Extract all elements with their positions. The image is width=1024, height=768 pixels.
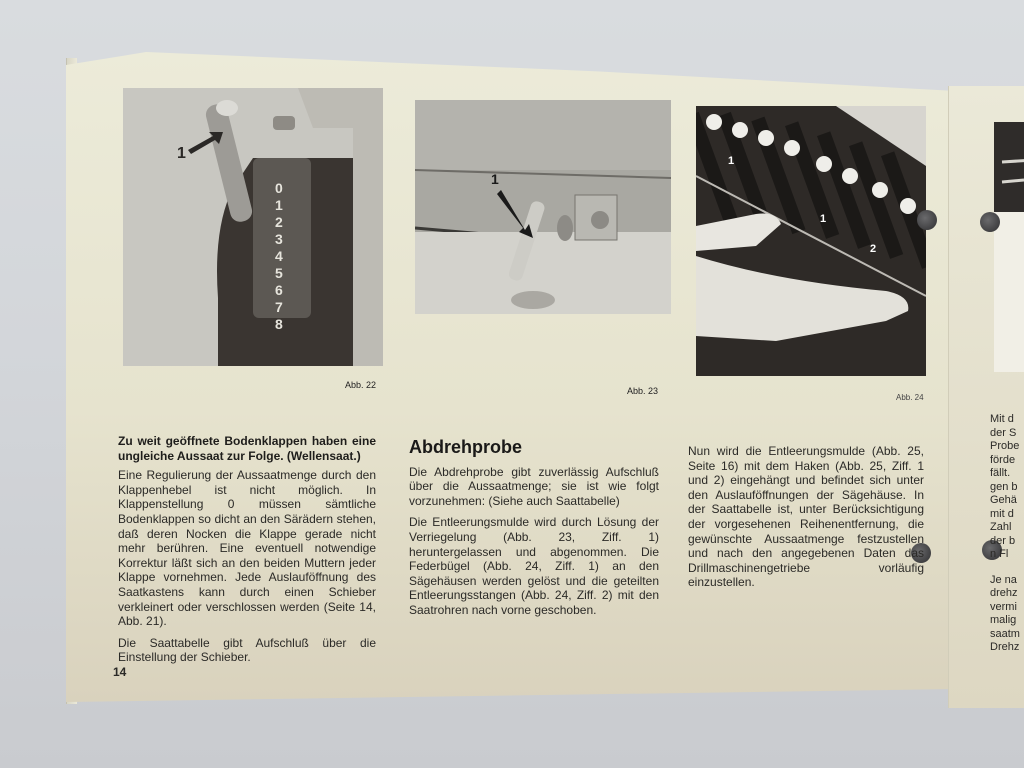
- partial-line: Probe: [990, 440, 1020, 452]
- partial-line: Mit d: [990, 413, 1014, 425]
- page-number: 14: [113, 665, 127, 679]
- partial-line: Drehz: [990, 641, 1020, 653]
- partial-line: saatm: [990, 627, 1020, 640]
- column-2-paragraph-2: Die Entleerungsmulde wird durch Lösung der Verriegelung (Abb. 23, Ziff. 1) heruntergelassen und abgenommen. Die Federbügel (Abb. 24, Ziff. 1) an den Sägehäusen werden gelöst und die geteilten Entleerungsstangen (Abb. 24, Ziff. 2) mit den Saatrohren nach vorne geschoben.: [409, 515, 659, 617]
- figure-abb-23-latch-photo: [415, 100, 671, 314]
- section-title-abdrehprobe: Abdrehprobe: [409, 437, 523, 457]
- partial-line: der S: [990, 426, 1017, 439]
- text-column-2: [409, 437, 659, 625]
- text-column-3: [688, 444, 924, 597]
- svg-text:5: 5: [275, 265, 283, 281]
- text-column-1: [118, 434, 376, 672]
- svg-text:2: 2: [870, 243, 877, 255]
- column-2-paragraph-1: Die Abdrehprobe gibt zuverlässig Aufschluß über die Aussaatmenge; sie ist wie folgt vorzunehmen: (Siehe auch Saattabelle): [409, 464, 659, 508]
- partial-line: n Fl: [990, 548, 1009, 560]
- figure-caption: Abb. 24: [896, 393, 924, 402]
- figure-abb-24-hands-photo: [696, 106, 926, 376]
- column-1-paragraph-1: Eine Regulierung der Aussaatmenge durch den Klappenhebel ist nicht möglich. In Klappenstellung 0 müssen sämtliche Bodenklappen so dicht an den Särädern stehen, daß deren Nocken die Klappe gerade nicht mehr berühren. Eine eventuell notwendige Korrektur läßt sich an den beiden Muttern jeder Klappe vornehmen. Jede Auslauföffnung des Saatkastens kann durch einen Schieber verkleinert oder verschlossen werden (Seite 14, Abb. 21).: [118, 468, 376, 629]
- partial-line: der b: [990, 534, 1016, 547]
- column-3-paragraph-1: Nun wird die Entleerungsmulde (Abb. 25, Seite 16) mit dem Haken (Abb. 25, Ziff. 1 und 2) eingehängt und befindet sich unter den Auslauföffnungen der Sägehäuse. In der Saattabelle ist, unter Berücksichtigung der vorgesehenen Reihenentfernung, die gewünschte Aussaatmenge festzustellen und nach den angegebenen Daten das Drillmaschinengetriebe vorläufig einzustellen.: [688, 444, 924, 590]
- svg-text:8: 8: [275, 316, 283, 332]
- svg-text:3: 3: [275, 231, 283, 247]
- partial-line: fällt.: [990, 467, 1011, 479]
- svg-text:1: 1: [820, 213, 827, 225]
- figure-right-page-partial: [994, 122, 1024, 372]
- partial-line: Zahl: [990, 521, 1012, 533]
- text-column-4-partial: [990, 413, 1024, 655]
- svg-text:1: 1: [728, 155, 735, 167]
- partial-line: malig: [990, 614, 1017, 626]
- scale-digits: 0: [275, 180, 283, 196]
- svg-text:1: 1: [275, 197, 283, 213]
- svg-text:4: 4: [275, 248, 283, 264]
- partial-line: gen b: [990, 480, 1018, 493]
- binder-hole: [917, 210, 937, 230]
- partial-line: mit d: [990, 507, 1014, 520]
- partial-line: förde: [990, 453, 1016, 466]
- svg-text:1: 1: [177, 145, 186, 162]
- column-1-paragraph-2: Die Saattabelle gibt Aufschluß über die Einstellung der Schieber.: [118, 635, 376, 665]
- partial-line: vermi: [990, 600, 1017, 613]
- partial-line: Je na: [990, 573, 1017, 586]
- binder-hole: [980, 212, 1000, 232]
- svg-text:6: 6: [275, 282, 283, 298]
- partial-line: drehz: [990, 587, 1018, 599]
- figure-caption: Abb. 22: [345, 380, 377, 390]
- partial-line: Gehä: [990, 494, 1017, 506]
- svg-text:1: 1: [491, 171, 499, 187]
- svg-text:2: 2: [275, 214, 283, 230]
- svg-text:7: 7: [275, 299, 283, 315]
- figure-caption: Abb. 23: [627, 386, 659, 396]
- figure-abb-22-lever-photo: [123, 88, 383, 366]
- column-1-heading: Zu weit geöffnete Bodenklappen haben eine ungleiche Aussaat zur Folge. (Wellensaat.): [118, 434, 376, 463]
